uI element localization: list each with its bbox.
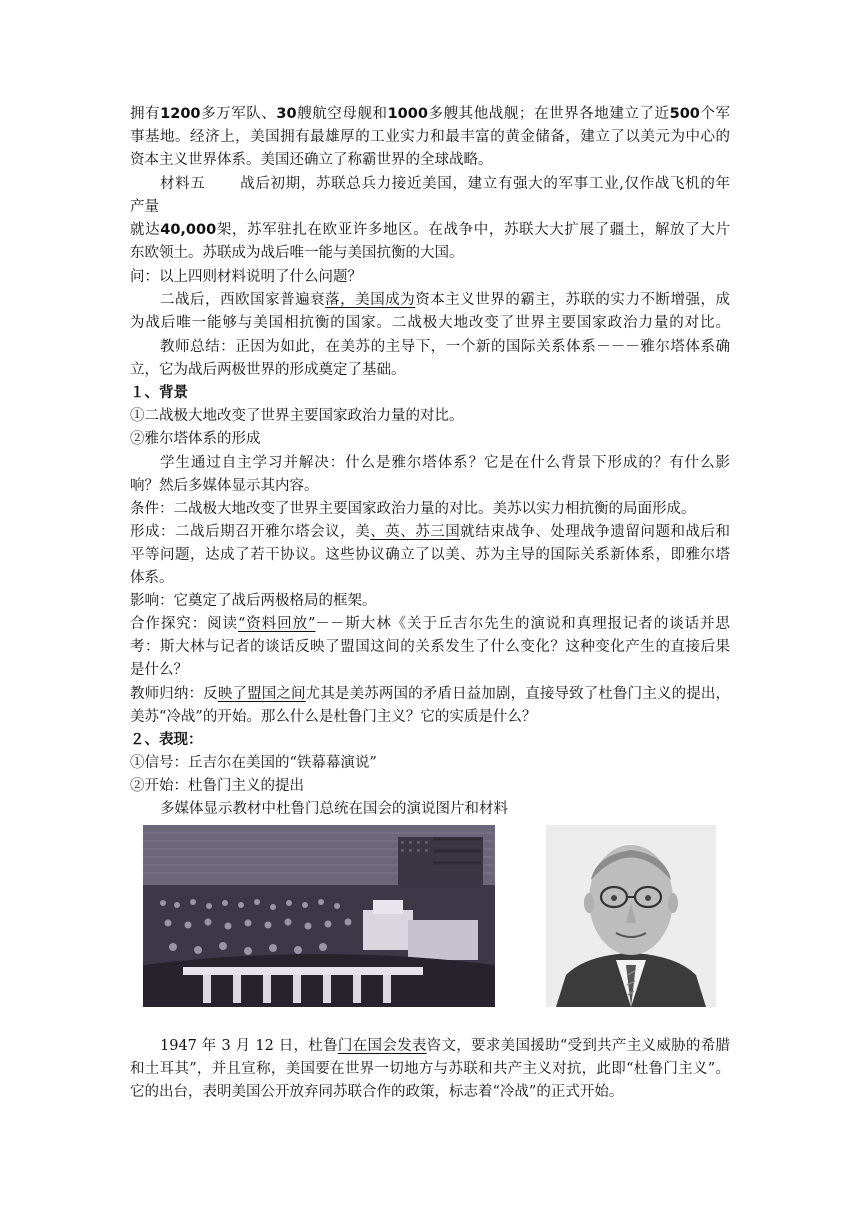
section-heading: ２、表现： [130,732,203,748]
list-item: ①信号：丘吉尔在美国的“铁幕幕演说” [130,755,377,771]
inquiry-line: 合作探究：阅读“资料回放”－－斯大林《关于丘吉尔先生的演说和真理报记者的谈话并思 [130,616,731,632]
paragraph-line: 拥有1200多万军队、30艘航空母舰和1000多艘其他战舰；在世界各地建立了近500个军 [130,106,731,122]
formation-line: 形成：二战后期召开雅尔塔会议，美、英、苏三国就结束战争、处理战争遗留问题和战后和 [130,524,731,540]
closing-paragraph: 1947 年 3 月 12 日，杜鲁门在国会发表咨文，要求美国援助“受到共产主义威胁的希腊 [160,1038,731,1054]
list-item: ②开始：杜鲁门主义的提出 [130,778,304,794]
paragraph-line: 是什么？ [130,662,188,678]
teacher-summary: 教师总结：正因为如此，在美苏的主导下，一个新的国际关系体系－－－雅尔塔体系确 [160,339,730,355]
paragraph-line: 为战后唯一能够与美国相抗衡的国家。二战极大地改变了世界主要国家政治力量的对比。 [130,315,730,331]
paragraph-line: 产量 [130,199,159,215]
truman-portrait-photo [546,825,716,1007]
paragraph-line: 立，它为战后两极世界的形成奠定了基础。 [130,362,406,378]
paragraph-line: 平等问题，达成了若干协议。这些协议确立了以美、苏为主导的国际关系新体系，即雅尔塔 [130,547,730,563]
paragraph-line: 就达40,000架，苏军驻扎在欧亚许多地区。在战争中，苏联大大扩展了疆土，解放了大片 [130,222,731,238]
paragraph-line: 多媒体显示教材中杜鲁门总统在国会的演说图片和材料 [160,801,508,817]
list-item: ①二战极大地改变了世界主要国家政治力量的对比。 [130,408,464,424]
list-item: ②雅尔塔体系的形成 [130,431,261,447]
paragraph-line: 体系。 [130,570,174,586]
paragraph-line: 二战后，西欧国家普遍衰落，美国成为资本主义世界的霸主，苏联的实力不断增强，成 [160,292,731,308]
influence-line: 影响：它奠定了战后两极格局的框架。 [130,593,377,609]
question: 问：以上四则材料说明了什么问题？ [130,269,362,285]
condition-line: 条件：二战极大地改变了世界主要国家政治力量的对比。美苏以实力相抗衡的局面形成。 [130,501,696,517]
material-five-heading: 材料五 战后初期，苏联总兵力接近美国，建立有强大的军事工业,仅作战飞机的年 [160,176,731,192]
paragraph-line: 资本主义世界体系。美国还确立了称霸世界的全球战略。 [130,152,493,168]
congress-speech-photo [143,825,495,1007]
paragraph-line: 学生通过自主学习并解决：什么是雅尔塔体系？它是在什么背景下形成的？有什么影 [160,455,730,471]
paragraph-line: 响？然后多媒体显示其内容。 [130,478,319,494]
paragraph-line: 美苏“冷战”的开始。那么什么是杜鲁门主义？它的实质是什么？ [130,709,537,725]
paragraph-line: 东欧领土。苏联成为战后唯一能与美国抗衡的大国。 [130,245,464,261]
paragraph-line: 它的出台，表明美国公开放弃同苏联合作的政策，标志着“冷战”的正式开始。 [130,1084,624,1100]
section-heading: １、背景 [130,385,188,401]
paragraph-line: 考：斯大林与记者的谈话反映了盟国这间的关系发生了什么变化？这种变化产生的直接后果 [130,639,730,655]
paragraph-line: 事基地。经济上，美国拥有最雄厚的工业实力和最丰富的黄金储备，建立了以美元为中心的 [130,129,730,145]
paragraph-line: 和土耳其”，并且宣称，美国要在世界一切地方与苏联和共产主义对抗，此即“杜鲁门主义”。 [130,1061,730,1077]
teacher-conclusion: 教师归纳：反映了盟国之间尤其是美苏两国的矛盾日益加剧，直接导致了杜鲁门主义的提出， [130,686,731,702]
